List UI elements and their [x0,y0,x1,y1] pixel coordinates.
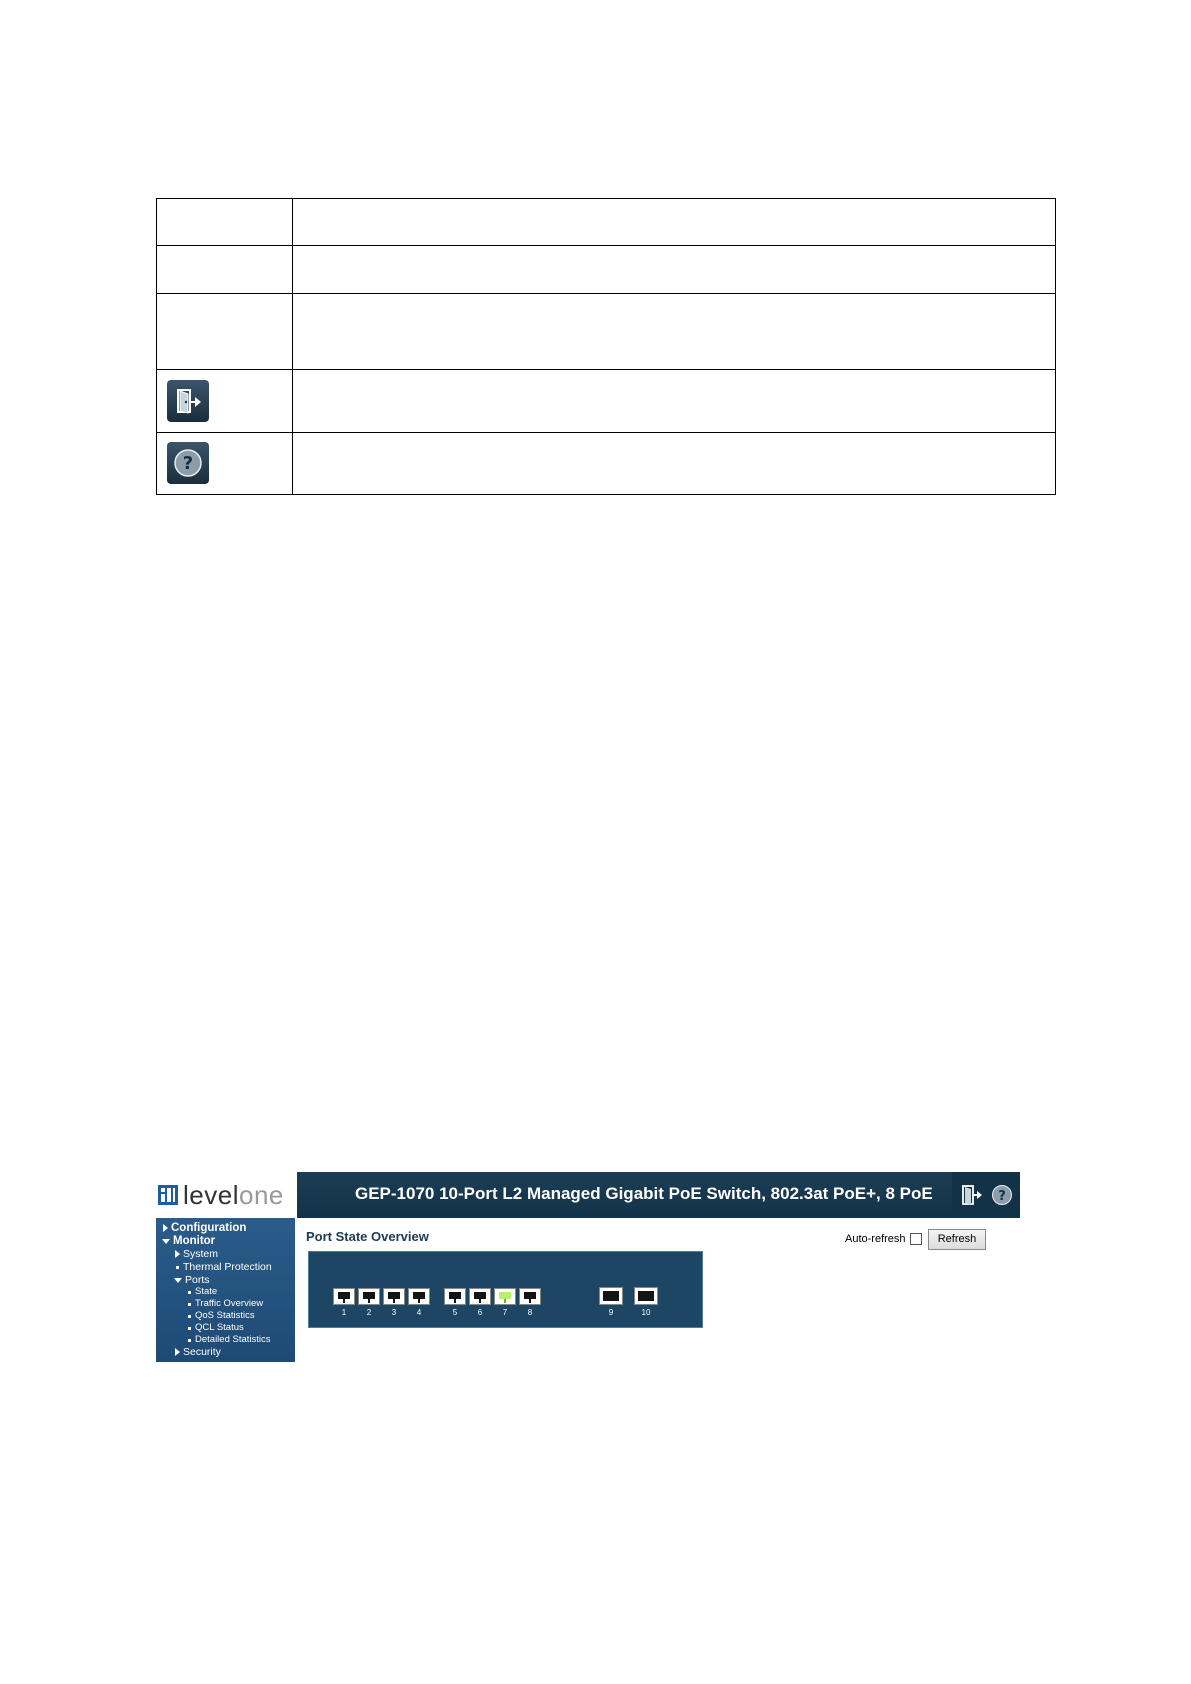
legend-description [293,199,1056,246]
menu-system[interactable]: System [175,1248,218,1260]
menu-ports[interactable]: Ports [174,1274,210,1286]
port-6[interactable] [469,1288,491,1305]
port-number-label: 6 [477,1308,483,1317]
device-title: GEP-1070 10-Port L2 Managed Gigabit PoE Switch, 802.3at PoE+, 8 PoE [355,1184,933,1203]
legend-term [157,199,293,246]
port-number-label: 10 [641,1308,651,1317]
port-state-panel [308,1251,703,1328]
menu-qos-statistics[interactable]: QoS Statistics [188,1310,255,1322]
switch-web-ui-screenshot [156,1172,1020,1362]
port-5[interactable] [444,1288,466,1305]
menu-traffic-overview[interactable]: Traffic Overview [188,1298,263,1310]
expand-arrow-icon [175,1250,180,1258]
port-10[interactable] [634,1287,658,1305]
port-1[interactable] [333,1288,355,1305]
main-content [297,1218,1020,1362]
page-title: Port State Overview [306,1229,429,1244]
menu-configuration[interactable]: Configuration [163,1222,246,1234]
legend-row [157,432,1056,494]
port-number-label: 7 [502,1308,508,1317]
logo-wordmark: levelone [183,1180,284,1210]
menu-security[interactable]: Security [175,1346,221,1358]
expand-arrow-icon [163,1224,168,1232]
bullet-icon [188,1315,191,1318]
bullet-icon [176,1266,179,1269]
port-number-label: 9 [608,1308,614,1317]
port-9[interactable] [599,1287,623,1305]
legend-description [293,293,1056,370]
port-4[interactable] [408,1288,430,1305]
port-number-label: 4 [416,1308,422,1317]
legend-row [157,293,1056,370]
bullet-icon [188,1303,191,1306]
port-number-label: 2 [366,1308,372,1317]
levelone-logo [156,1172,297,1218]
port-number-label: 8 [527,1308,533,1317]
port-number-label: 1 [341,1308,347,1317]
svg-text:?: ? [997,1189,1006,1204]
header-banner [297,1172,1020,1218]
logout-icon[interactable] [959,1183,983,1207]
port-number-label: 3 [391,1308,397,1317]
help-icon [167,442,209,484]
port-7[interactable] [494,1288,516,1305]
auto-refresh-checkbox[interactable] [910,1233,922,1245]
refresh-button[interactable]: Refresh [928,1229,986,1250]
legend-description [293,432,1056,494]
port-8[interactable] [519,1288,541,1305]
legend-description [293,246,1056,293]
port-2[interactable] [358,1288,380,1305]
collapse-arrow-icon [162,1239,170,1244]
legend-term [157,246,293,293]
auto-refresh-label: Auto-refresh [845,1233,906,1245]
legend-row [157,370,1056,432]
nav-sidebar [156,1218,295,1362]
port-number-label: 5 [452,1308,458,1317]
help-icon[interactable] [991,1184,1013,1206]
logo-mark-icon [158,1185,178,1205]
expand-arrow-icon [175,1348,180,1356]
legend-row [157,246,1056,293]
bullet-icon [188,1291,191,1294]
auto-refresh-control [845,1233,922,1245]
bullet-icon [188,1327,191,1330]
legend-term [157,293,293,370]
menu-thermal-protection[interactable]: Thermal Protection [176,1261,272,1273]
legend-table [156,198,1056,495]
menu-state[interactable]: State [188,1286,217,1298]
bullet-icon [188,1339,191,1342]
legend-row [157,199,1056,246]
port-3[interactable] [383,1288,405,1305]
svg-text:?: ? [182,453,194,475]
menu-detailed-statistics[interactable]: Detailed Statistics [188,1334,271,1346]
logout-icon [167,380,209,422]
menu-monitor[interactable]: Monitor [162,1235,215,1247]
collapse-arrow-icon [174,1278,182,1283]
menu-qcl-status[interactable]: QCL Status [188,1322,244,1334]
legend-description [293,370,1056,432]
